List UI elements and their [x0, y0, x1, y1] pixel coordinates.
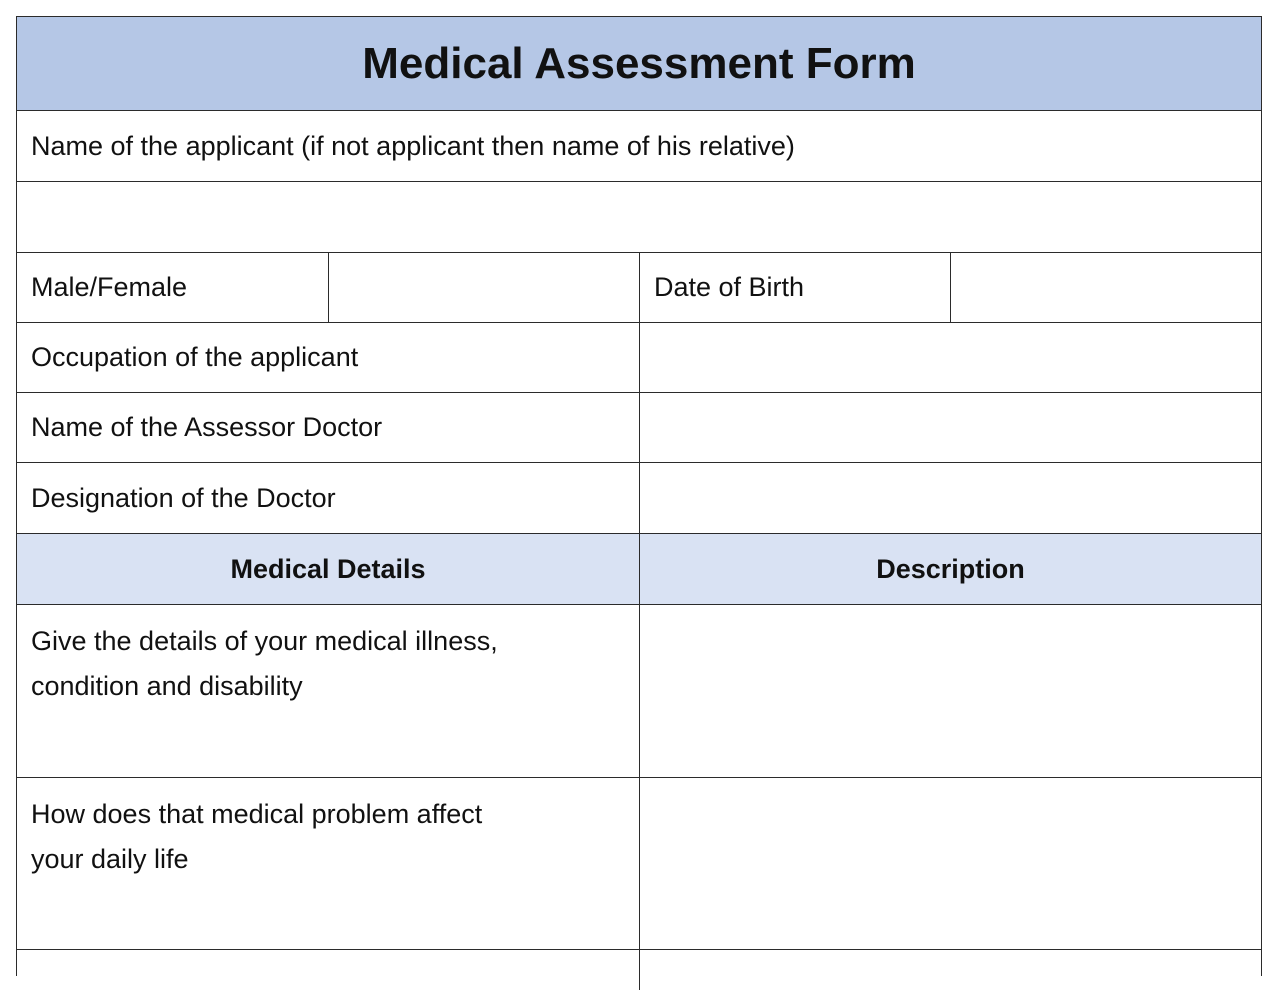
gender-label: Male/Female	[17, 253, 329, 322]
medical-assessment-form	[16, 16, 1262, 976]
next-row-right-cell[interactable]	[640, 950, 1261, 990]
illness-question	[17, 605, 640, 777]
form-title: Medical Assessment Form	[362, 38, 916, 88]
medical-row-illness	[17, 605, 1261, 778]
daily-life-question-line2: your daily life	[31, 844, 189, 874]
assessor-field[interactable]	[640, 393, 1261, 462]
illness-question-line2: condition and disability	[31, 671, 303, 701]
assessor-row	[17, 393, 1261, 463]
occupation-row	[17, 323, 1261, 393]
daily-life-description-field[interactable]	[640, 778, 1261, 949]
form-title-row	[17, 17, 1261, 111]
medical-details-header: Medical Details	[17, 534, 640, 604]
illness-description-field[interactable]	[640, 605, 1261, 777]
description-header: Description	[876, 553, 1025, 584]
occupation-field[interactable]	[640, 323, 1261, 392]
gender-field[interactable]	[329, 253, 640, 322]
applicant-name-label: Name of the applicant (if not applicant then name of his relative)	[31, 130, 795, 161]
dob-field[interactable]	[951, 253, 1261, 322]
designation-row	[17, 463, 1261, 534]
designation-field[interactable]	[640, 463, 1261, 533]
designation-label: Designation of the Doctor	[17, 463, 640, 533]
medical-header-row	[17, 534, 1261, 605]
applicant-name-field[interactable]	[17, 182, 1261, 252]
daily-life-question	[17, 778, 640, 949]
medical-row-daily-life	[17, 778, 1261, 950]
applicant-name-input-row	[17, 182, 1261, 253]
next-row-partial	[17, 950, 1261, 990]
illness-question-line1: Give the details of your medical illness,	[31, 626, 498, 656]
gender-dob-row	[17, 253, 1261, 323]
applicant-name-label-row	[17, 111, 1261, 182]
dob-label: Date of Birth	[640, 253, 951, 322]
daily-life-question-line1: How does that medical problem affect	[31, 799, 483, 829]
next-row-left-cell	[17, 950, 640, 990]
occupation-label: Occupation of the applicant	[17, 323, 640, 392]
assessor-label: Name of the Assessor Doctor	[17, 393, 640, 462]
